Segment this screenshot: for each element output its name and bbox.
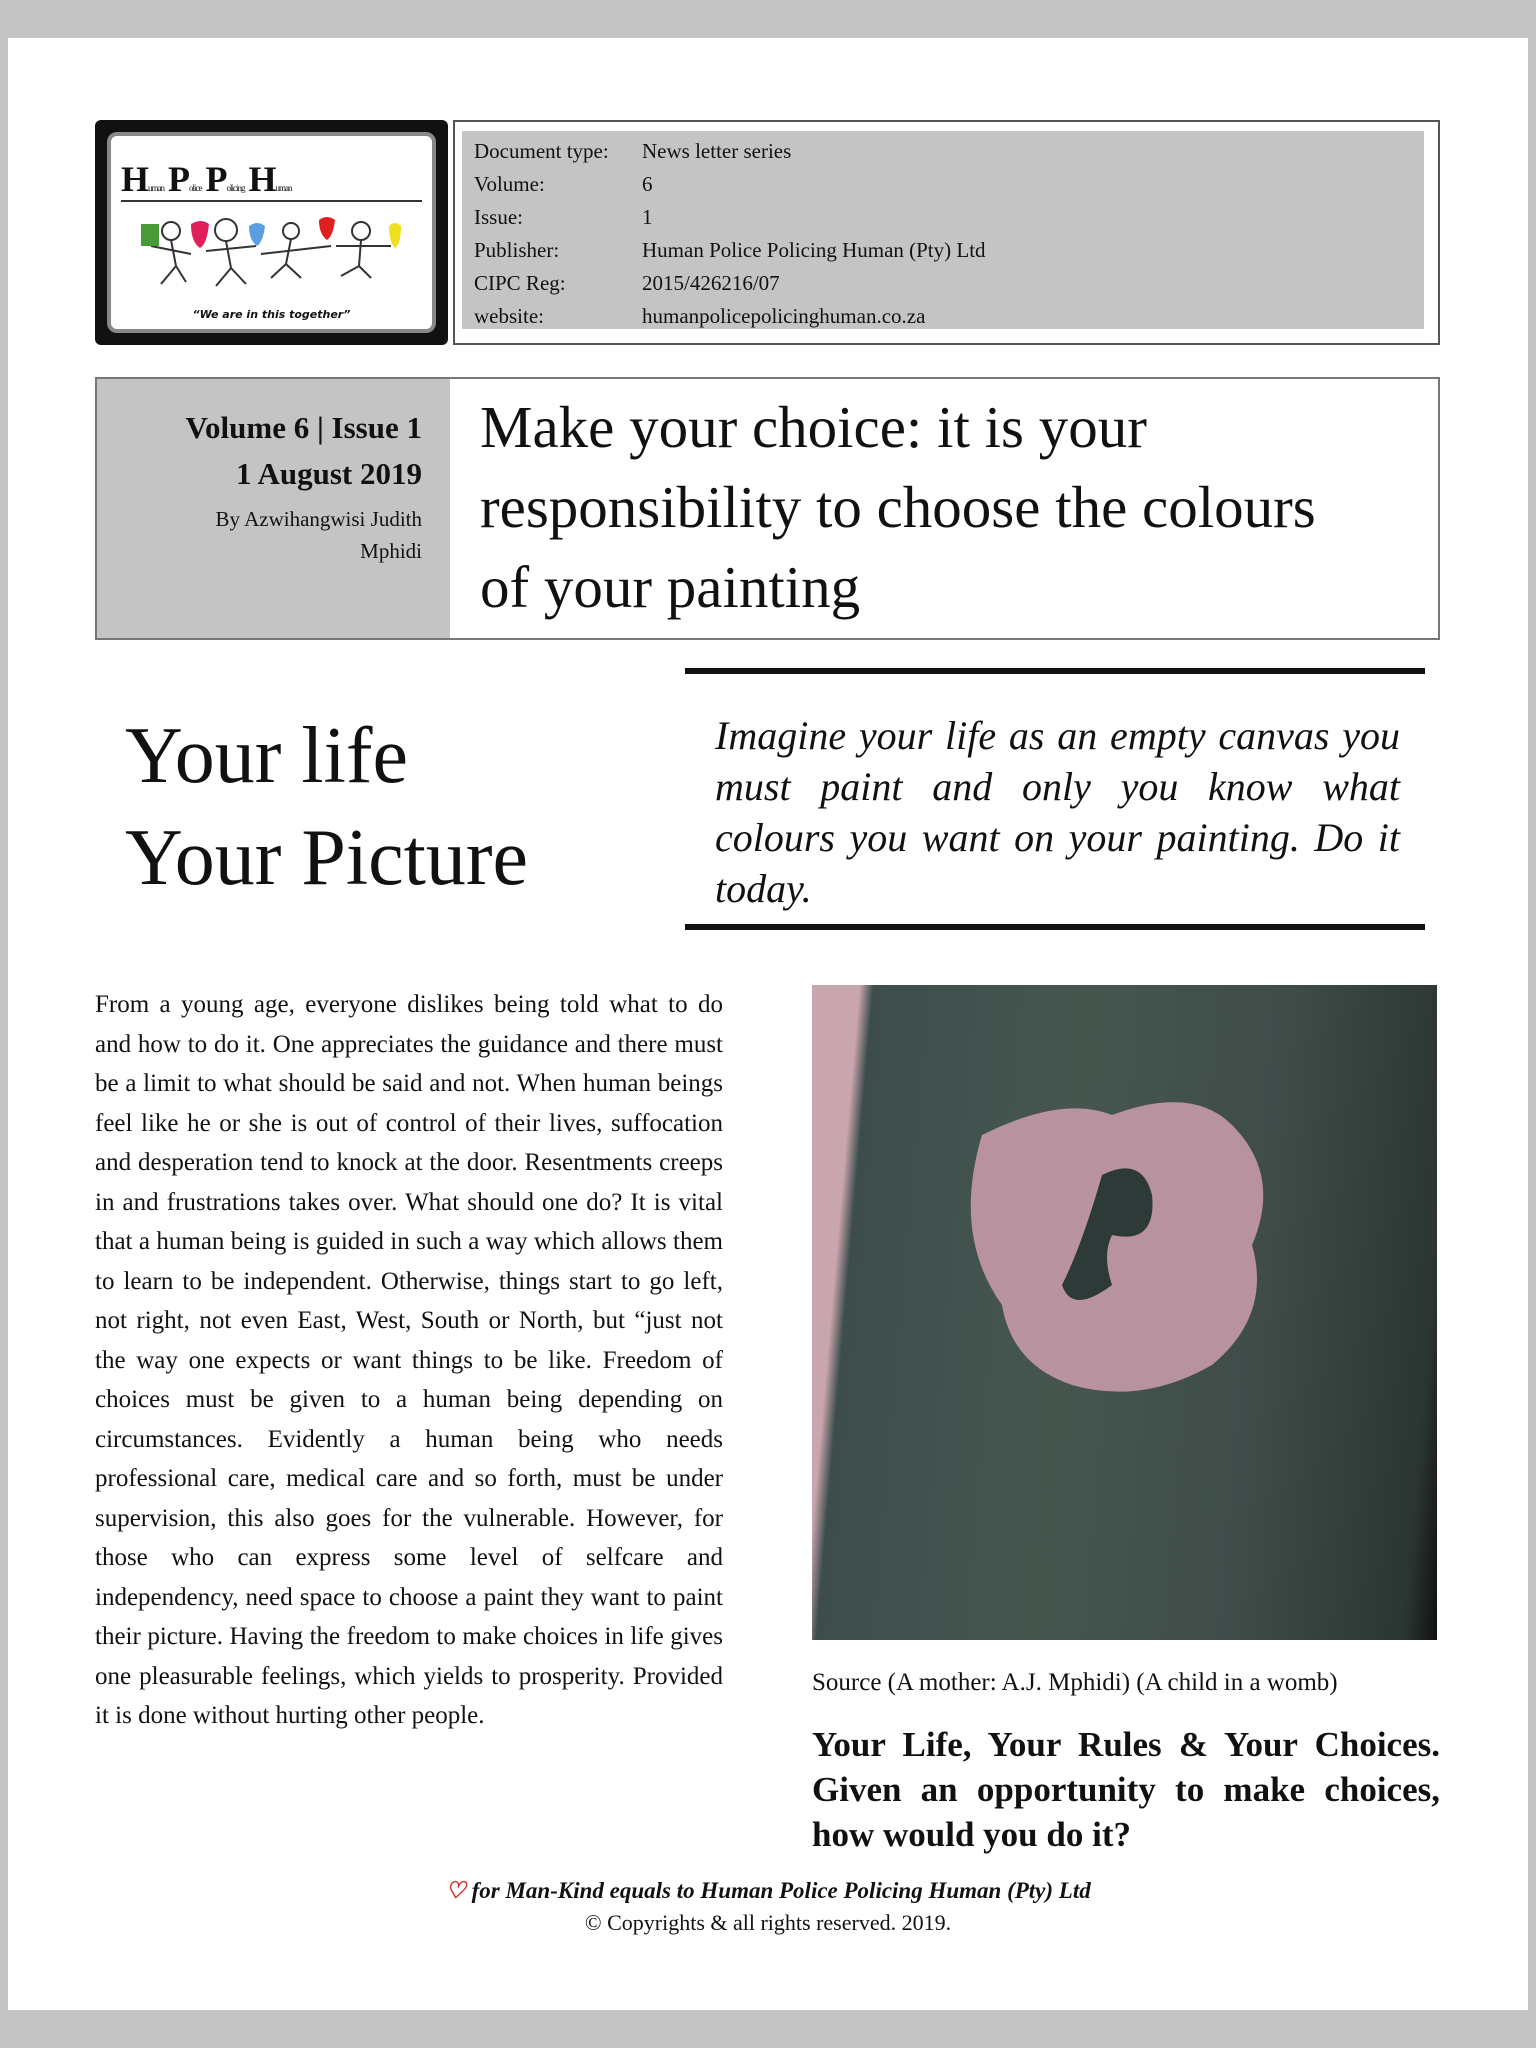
info-row: website: humanpolicepolicinghuman.co.za: [474, 304, 926, 328]
author: By Azwihangwisi Judith Mphidi: [215, 507, 422, 563]
info-row: CIPC Reg: 2015/426216/07: [474, 271, 780, 295]
info-row: Volume: 6: [474, 172, 653, 196]
callout: Your Life, Your Rules & Your Choices. Given an opportunity to make choices, how would you do it?: [812, 1725, 1440, 1854]
painting-photo: [812, 985, 1437, 1640]
title-box: [95, 377, 1440, 640]
headline: Make your choice: it is your responsibility to choose the colours of your painting: [480, 394, 1316, 620]
document-info: [453, 120, 1440, 345]
volume-issue: Volume 6 | Issue 1: [185, 410, 422, 445]
feature-title: Your life Your Picture: [125, 712, 529, 902]
copyright: © Copyrights & all rights reserved. 2019.: [584, 1910, 952, 1935]
article-body: From a young age, everyone dislikes being told what to do and how to do it. One appreciates the guidance and there must be a limit to what should be said and not. When human beings feel like he or she is out of control of their lives, suffocation and desperation tend to knock at the door. Resentments creeps in and frustrations takes over. What should one do? It is vital that a human being is guided in such a way which allows them to learn to be independent. Otherwise, things start to go left, not right, not even East, West, South or North, but “just not the way one expects or want things to be like. Freedom of choices must be given to a human being depending on circumstances. Evidently a human being who needs professional care, medical care and so forth, must be under supervision, this also goes for the vulnerable. However, for those who can express some level of selfcare and independency, need space to choose a paint they want to paint their picture. Having the freedom to make choices in life gives one pleasurable feelings, which yields to prosperity. Provided it is done without hurting other people.: [95, 991, 723, 1729]
issue-date: 1 August 2019: [235, 456, 422, 491]
pull-quote: Imagine your life as an empty canvas you must paint and only you know what colours you want on your painting. Do it today.: [685, 668, 1425, 930]
logo-tagline: “We are in this together”: [192, 308, 351, 321]
footer-line: ♡ for Man-Kind equals to Human Police Policing Human (Pty) Ltd: [445, 1878, 1091, 1903]
stick-figures-hearts-icon: [131, 216, 411, 291]
info-row: Publisher: Human Police Policing Human (Pty) Ltd: [474, 238, 986, 262]
logo: [95, 120, 448, 345]
hearts-icon: ♡: [445, 1878, 466, 1903]
logo-wordmark: Human Police Policing Human: [121, 158, 422, 202]
image-caption: Source (A mother: A.J. Mphidi) (A child in a womb): [812, 1669, 1338, 1696]
painting-image: [812, 985, 1437, 1640]
info-row: Document type: News letter series: [474, 139, 792, 163]
info-row: Issue: 1: [474, 205, 653, 229]
